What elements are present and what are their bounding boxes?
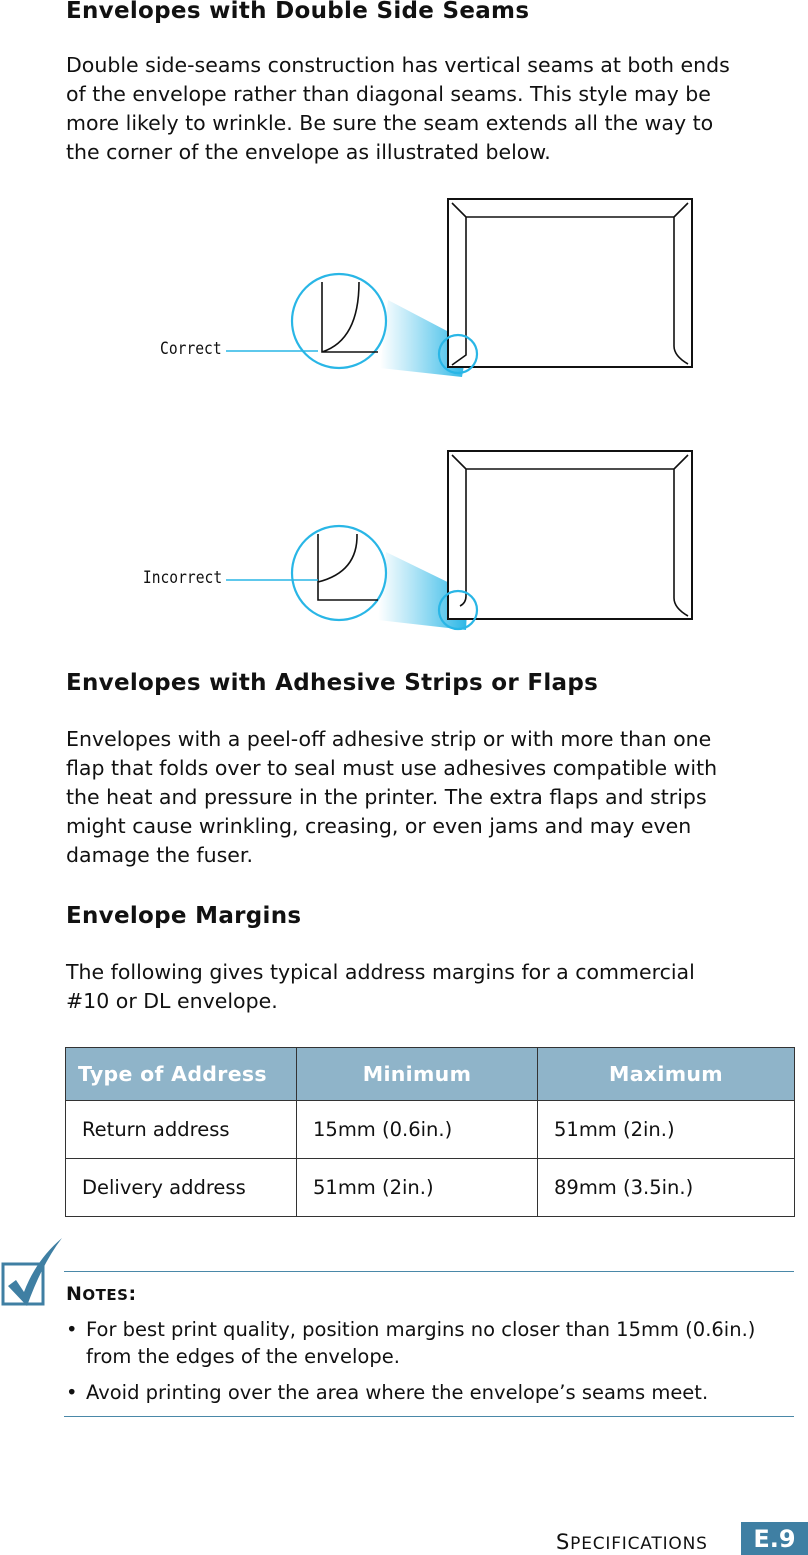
paragraph-envelope-margins [66, 958, 794, 1016]
corner-highlight-circle [439, 591, 477, 629]
notes-top-rule [64, 1271, 794, 1272]
incorrect-example [226, 451, 692, 630]
paragraph-double-side-seams [66, 51, 794, 167]
text-line: might cause wrinkling, creasing, or even jams and may even [66, 814, 692, 838]
table-row [66, 1159, 795, 1217]
table-header-row [66, 1048, 795, 1101]
table-cell: Return address [66, 1101, 297, 1159]
heading-double-side-seams: Envelopes with Double Side Seams [66, 0, 530, 24]
notes-title [66, 1283, 137, 1305]
envelope-margins-table [65, 1047, 795, 1217]
zoom-beam [380, 300, 468, 377]
notes-list [66, 1316, 794, 1415]
text-line: of the envelope rather than diagonal seams. This style may be [66, 82, 711, 106]
list-item: • For best print quality, position margins no closer than 15mm (0.6in.) from the edges of the envelope. [66, 1316, 794, 1370]
table-cell: 15mm (0.6in.) [297, 1101, 538, 1159]
text-line: Envelopes with a peel-off adhesive strip or with more than one [66, 727, 712, 751]
text-line: damage the fuser. [66, 843, 253, 867]
text-line: #10 or DL envelope. [66, 989, 278, 1013]
checkmark-icon [0, 1234, 64, 1312]
label-incorrect: Incorrect [142, 568, 222, 588]
notes-bottom-rule [64, 1416, 794, 1417]
table-cell: 51mm (2in.) [297, 1159, 538, 1217]
table-cell: 89mm (3.5in.) [538, 1159, 795, 1217]
envelope-flap [452, 203, 688, 365]
heading-adhesive-strips: Envelopes with Adhesive Strips or Flaps [66, 670, 599, 696]
column-header-maximum: Maximum [538, 1048, 795, 1101]
footer-section-cap: S [556, 1530, 571, 1554]
corner-highlight-circle [439, 335, 477, 373]
notes-title-cap: N [66, 1283, 83, 1305]
zoom-circle [292, 526, 386, 620]
text-line: more likely to wrinkle. Be sure the seam extends all the way to [66, 111, 714, 135]
label-correct: Correct [160, 339, 222, 359]
notes-title-small: OTES [82, 1286, 129, 1304]
heading-envelope-margins: Envelope Margins [66, 903, 302, 929]
text-line: The following gives typical address margins for a commercial [66, 960, 695, 984]
text-line: Double side-seams construction has vertical seams at both ends [66, 53, 730, 77]
table-cell: 51mm (2in.) [538, 1101, 795, 1159]
zoom-beam [378, 552, 468, 630]
footer-section-rest: PECIFICATIONS [570, 1534, 708, 1554]
seam-detail [318, 534, 378, 600]
text-line: the heat and pressure in the printer. The extra flaps and strips [66, 785, 707, 809]
correct-example [226, 199, 692, 377]
table-row [66, 1101, 795, 1159]
page-number: E.9 [741, 1522, 808, 1555]
envelope-outline [448, 451, 692, 619]
notes-title-colon: : [128, 1283, 137, 1305]
seam-detail [322, 282, 378, 352]
table-cell: Delivery address [66, 1159, 297, 1217]
envelope-outline [448, 199, 692, 367]
column-header-minimum: Minimum [297, 1048, 538, 1101]
text-line: flap that folds over to seal must use adhesives compatible with [66, 756, 718, 780]
footer-section-name [556, 1530, 708, 1554]
text-line: the corner of the envelope as illustrated below. [66, 140, 551, 164]
list-item: • Avoid printing over the area where the envelope’s seams meet. [66, 1379, 794, 1406]
paragraph-adhesive-strips [66, 725, 794, 870]
envelope-flap [452, 455, 688, 616]
column-header-type: Type of Address [66, 1048, 297, 1101]
zoom-circle [292, 274, 386, 368]
